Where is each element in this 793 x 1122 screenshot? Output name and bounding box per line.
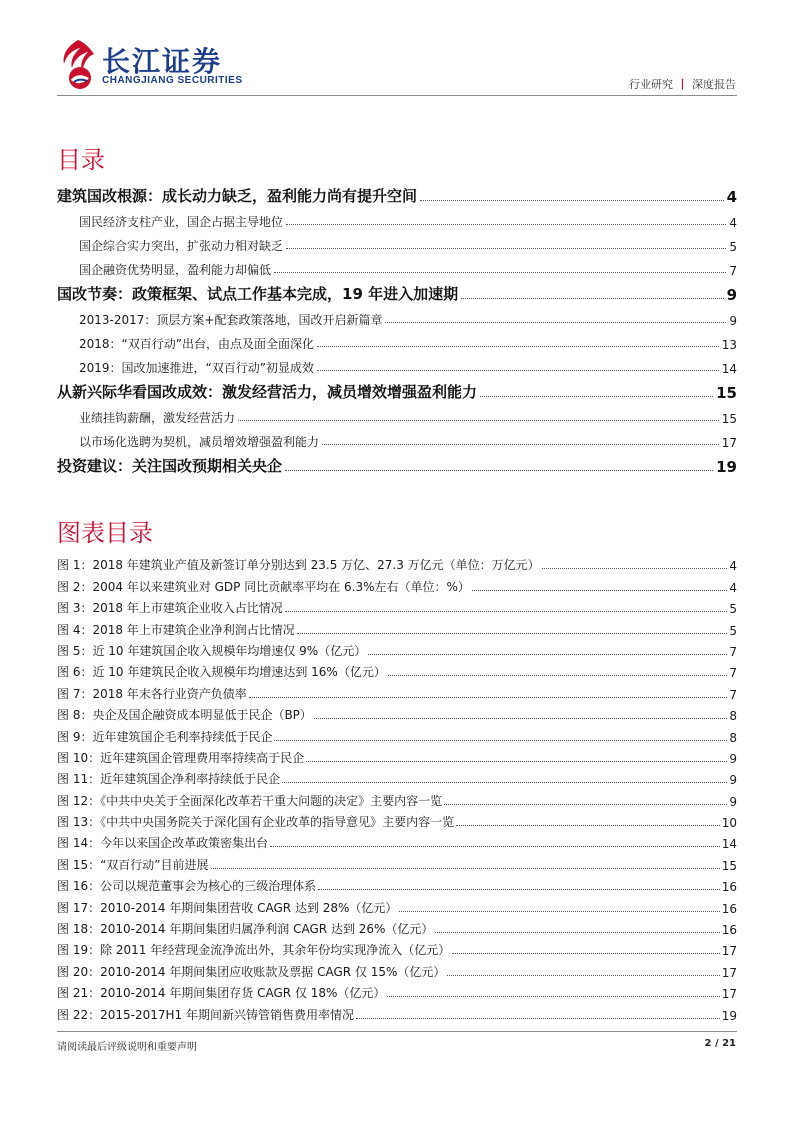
figure-dot-leader (297, 633, 728, 634)
figure-entry-title: 图 16：公司以规范董事会为核心的三级治理体系 (57, 879, 317, 894)
category-depth: 深度报告 (692, 78, 736, 91)
toc-entry-title: 2013-2017：顶层方案+配套政策落地，国改开启新篇章 (79, 313, 383, 327)
figure-dot-leader (542, 568, 728, 569)
figure-dot-leader (472, 590, 727, 591)
figure-entry-title: 图 22：2015-2017H1 年期间新兴铸管销售费用率情况 (57, 1007, 354, 1022)
figure-dot-leader (314, 718, 727, 719)
figure-entry-page: 9 (729, 751, 737, 766)
toc-entry-page: 5 (729, 240, 737, 254)
figure-entry-title: 图 3：2018 年上市建筑企业收入占比情况 (57, 601, 283, 616)
figure-entry-page: 10 (721, 816, 737, 831)
logo-chinese-text: 长江证券 (102, 45, 223, 78)
toc-entry-title: 以市场化选聘为契机，减员增效增强盈利能力 (79, 435, 320, 449)
figure-entry-page: 8 (729, 709, 737, 724)
toc-dot-leader (317, 370, 719, 371)
toc-entry-title: 业绩挂钩薪酬，激发经营活力 (79, 411, 236, 425)
toc-dot-leader (420, 200, 724, 201)
figure-entry-page: 7 (729, 666, 737, 681)
toc-entry-page: 15 (721, 412, 737, 426)
figure-dot-leader (318, 889, 720, 890)
toc-entry-page: 9 (726, 286, 737, 304)
page-header (0, 0, 793, 100)
toc-entry-title: 投资建议：关注国改预期相关央企 (57, 457, 283, 475)
figure-entry-title: 图 10：近年建筑国企管理费用率持续高于民企 (57, 750, 305, 765)
toc-section-entry[interactable] (57, 352, 737, 376)
figure-list-entry[interactable] (57, 937, 737, 958)
figure-entry-page: 17 (721, 965, 737, 980)
toc-section-entry[interactable] (57, 402, 737, 426)
figure-dot-leader (387, 996, 719, 997)
figure-dot-leader (270, 846, 720, 847)
figure-entry-title: 图 9：近年建筑国企毛利率持续低于民企 (57, 729, 273, 744)
toc-entry-page: 7 (729, 264, 737, 278)
figure-entry-title: 图 15：“双百行动”目前进展 (57, 857, 209, 872)
figure-list-entry[interactable] (57, 659, 737, 680)
footer-disclaimer: 请阅读最后评级说明和重要声明 (57, 1042, 197, 1053)
toc-chapter-entry[interactable] (57, 278, 737, 304)
figure-entry-title: 图 11：近年建筑国企净利率持续低于民企 (57, 772, 281, 787)
figure-entry-page: 17 (721, 944, 737, 959)
figure-list-entry[interactable] (57, 1001, 737, 1022)
toc-section-entry[interactable] (57, 304, 737, 328)
toc-dot-leader (461, 298, 723, 299)
toc-dot-leader (274, 272, 726, 273)
toc-dot-leader (238, 420, 719, 421)
figure-entry-page: 9 (729, 794, 737, 809)
toc-entry-title: 2019：国改加速推进，“双百行动”初显成效 (79, 361, 314, 375)
figure-dot-leader (282, 782, 727, 783)
toc-section-entry[interactable] (57, 254, 737, 278)
figure-entry-page: 5 (729, 602, 737, 617)
toc-entry-title: 国企融资优势明显，盈利能力却偏低 (79, 263, 272, 277)
figure-entry-title: 图 1：2018 年建筑业产值及新签订单分别达到 23.5 万亿、27.3 万亿元（单位：万亿元） (57, 558, 540, 573)
figure-list-entry[interactable] (57, 787, 737, 808)
toc-entry-page: 4 (729, 216, 737, 230)
figure-entry-title: 图 7：2018 年末各行业资产负债率 (57, 686, 247, 701)
figure-dot-leader (447, 975, 719, 976)
toc-chapter-entry[interactable] (57, 180, 737, 206)
toc-entry-title: 国改节奏：政策框架、试点工作基本完成，19 年进入加速期 (57, 285, 459, 303)
figure-dot-leader (388, 675, 728, 676)
figure-entry-title: 图 6：近 10 年建筑民企收入规模年均增速达到 16%（亿元） (57, 665, 386, 680)
toc-dot-leader (286, 248, 726, 249)
toc-entry-page: 15 (716, 384, 737, 402)
toc-entry-title: 国企综合实力突出，扩张动力相对缺乏 (79, 239, 284, 253)
figure-entry-page: 16 (721, 923, 737, 938)
figure-entry-page: 16 (721, 880, 737, 895)
figure-entry-page: 4 (729, 580, 737, 595)
list-of-figures (57, 552, 737, 1023)
figure-list-entry[interactable] (57, 616, 737, 637)
report-category (629, 76, 736, 92)
header-divider (57, 95, 737, 96)
figure-dot-leader (249, 697, 728, 698)
figure-entry-page: 5 (729, 623, 737, 638)
figure-entry-title: 图 13：《中共中央国务院关于深化国有企业改革的指导意见》主要内容一览 (57, 815, 455, 830)
figure-dot-leader (356, 1018, 720, 1019)
logo-english-text: CHANGJIANG SECURITIES (102, 75, 243, 86)
toc-entry-title: 建筑国改根源：成长动力缺乏，盈利能力尚有提升空间 (57, 187, 418, 205)
figure-list-entry[interactable] (57, 595, 737, 616)
toc-entry-page: 19 (716, 458, 737, 476)
toc-entry-page: 14 (721, 362, 737, 376)
figure-dot-leader (399, 911, 719, 912)
footer-divider (57, 1031, 737, 1032)
figure-list-entry[interactable] (57, 958, 737, 979)
toc-title: 目录 (57, 146, 105, 174)
toc-entry-title: 国民经济支柱产业，国企占据主导地位 (79, 215, 284, 229)
figure-entry-page: 7 (729, 644, 737, 659)
figure-dot-leader (274, 740, 727, 741)
figure-dot-leader (452, 953, 719, 954)
figure-list-title: 图表目录 (57, 519, 153, 547)
figure-entry-title: 图 5：近 10 年建筑国企收入规模年均增速仅 9%（亿元） (57, 643, 367, 658)
category-industry: 行业研究 (629, 78, 673, 91)
figure-list-entry[interactable] (57, 680, 737, 701)
figure-entry-title: 图 12：《中共中央关于全面深化改革若干重大问题的决定》主要内容一览 (57, 793, 443, 808)
figure-list-entry[interactable] (57, 830, 737, 851)
figure-dot-leader (368, 654, 727, 655)
figure-entry-page: 7 (729, 687, 737, 702)
figure-dot-leader (211, 868, 720, 869)
figure-entry-title: 图 14：今年以来国企改革政策密集出台 (57, 836, 269, 851)
figure-dot-leader (285, 611, 728, 612)
figure-dot-leader (306, 761, 727, 762)
figure-entry-page: 8 (729, 730, 737, 745)
toc-entry-title: 2018：“双百行动”出台，由点及面全面深化 (79, 337, 314, 351)
figure-list-entry[interactable] (57, 573, 737, 594)
figure-entry-page: 9 (729, 773, 737, 788)
toc-section-entry[interactable] (57, 426, 737, 450)
figure-dot-leader (456, 825, 720, 826)
figure-list-entry[interactable] (57, 723, 737, 744)
figure-entry-title: 图 17：2010-2014 年期间集团营收 CAGR 达到 28%（亿元） (57, 900, 398, 915)
figure-list-entry[interactable] (57, 552, 737, 573)
toc-entry-page: 17 (721, 436, 737, 450)
figure-list-entry[interactable] (57, 851, 737, 872)
footer-page-number: 2 / 21 (704, 1038, 736, 1049)
toc-section-entry[interactable] (57, 328, 737, 352)
figure-entry-title: 图 21：2010-2014 年期间集团存货 CAGR 仅 18%（亿元） (57, 986, 386, 1001)
figure-entry-title: 图 20：2010-2014 年期间集团应收账款及票据 CAGR 仅 15%（亿元） (57, 964, 446, 979)
toc-entry-page: 9 (729, 314, 737, 328)
logo (58, 38, 258, 90)
toc-entry-title: 从新兴际华看国改成效：激发经营活力，减员增效增强盈利能力 (57, 383, 478, 401)
figure-list-entry[interactable] (57, 873, 737, 894)
figure-list-entry[interactable] (57, 894, 737, 915)
toc-chapter-entry[interactable] (57, 450, 737, 476)
toc-section-entry[interactable] (57, 206, 737, 230)
toc-dot-leader (286, 224, 726, 225)
category-separator: 丨 (677, 78, 688, 91)
toc-dot-leader (285, 470, 713, 471)
table-of-contents (57, 180, 737, 476)
figure-list-entry[interactable] (57, 702, 737, 723)
figure-entry-title: 图 18：2010-2014 年期间集团归属净利润 CAGR 达到 26%（亿元） (57, 922, 434, 937)
figure-dot-leader (444, 804, 727, 805)
figure-entry-title: 图 4：2018 年上市建筑企业净利润占比情况 (57, 622, 295, 637)
figure-list-entry[interactable] (57, 809, 737, 830)
figure-entry-page: 19 (721, 1008, 737, 1023)
figure-entry-page: 16 (721, 901, 737, 916)
toc-entry-page: 13 (721, 338, 737, 352)
toc-chapter-entry[interactable] (57, 376, 737, 402)
figure-list-entry[interactable] (57, 916, 737, 937)
figure-entry-title: 图 19：除 2011 年经营现金流净流出外，其余年份均实现净流入（亿元） (57, 943, 451, 958)
figure-entry-page: 4 (729, 559, 737, 574)
toc-section-entry[interactable] (57, 230, 737, 254)
figure-list-entry[interactable] (57, 766, 737, 787)
figure-entry-page: 17 (721, 987, 737, 1002)
figure-list-entry[interactable] (57, 638, 737, 659)
figure-entry-title: 图 2：2004 年以来建筑业对 GDP 同比贡献率平均在 6.3%左右（单位：%） (57, 579, 470, 594)
logo-emblem-icon (58, 38, 98, 90)
figure-list-entry[interactable] (57, 980, 737, 1001)
figure-entry-title: 图 8：央企及国企融资成本明显低于民企（BP） (57, 708, 312, 723)
toc-dot-leader (317, 346, 719, 347)
toc-entry-page: 4 (726, 188, 737, 206)
figure-list-entry[interactable] (57, 745, 737, 766)
toc-dot-leader (385, 322, 726, 323)
figure-dot-leader (435, 932, 719, 933)
toc-dot-leader (480, 396, 713, 397)
figure-entry-page: 14 (721, 837, 737, 852)
toc-dot-leader (322, 444, 719, 445)
figure-entry-page: 15 (721, 858, 737, 873)
